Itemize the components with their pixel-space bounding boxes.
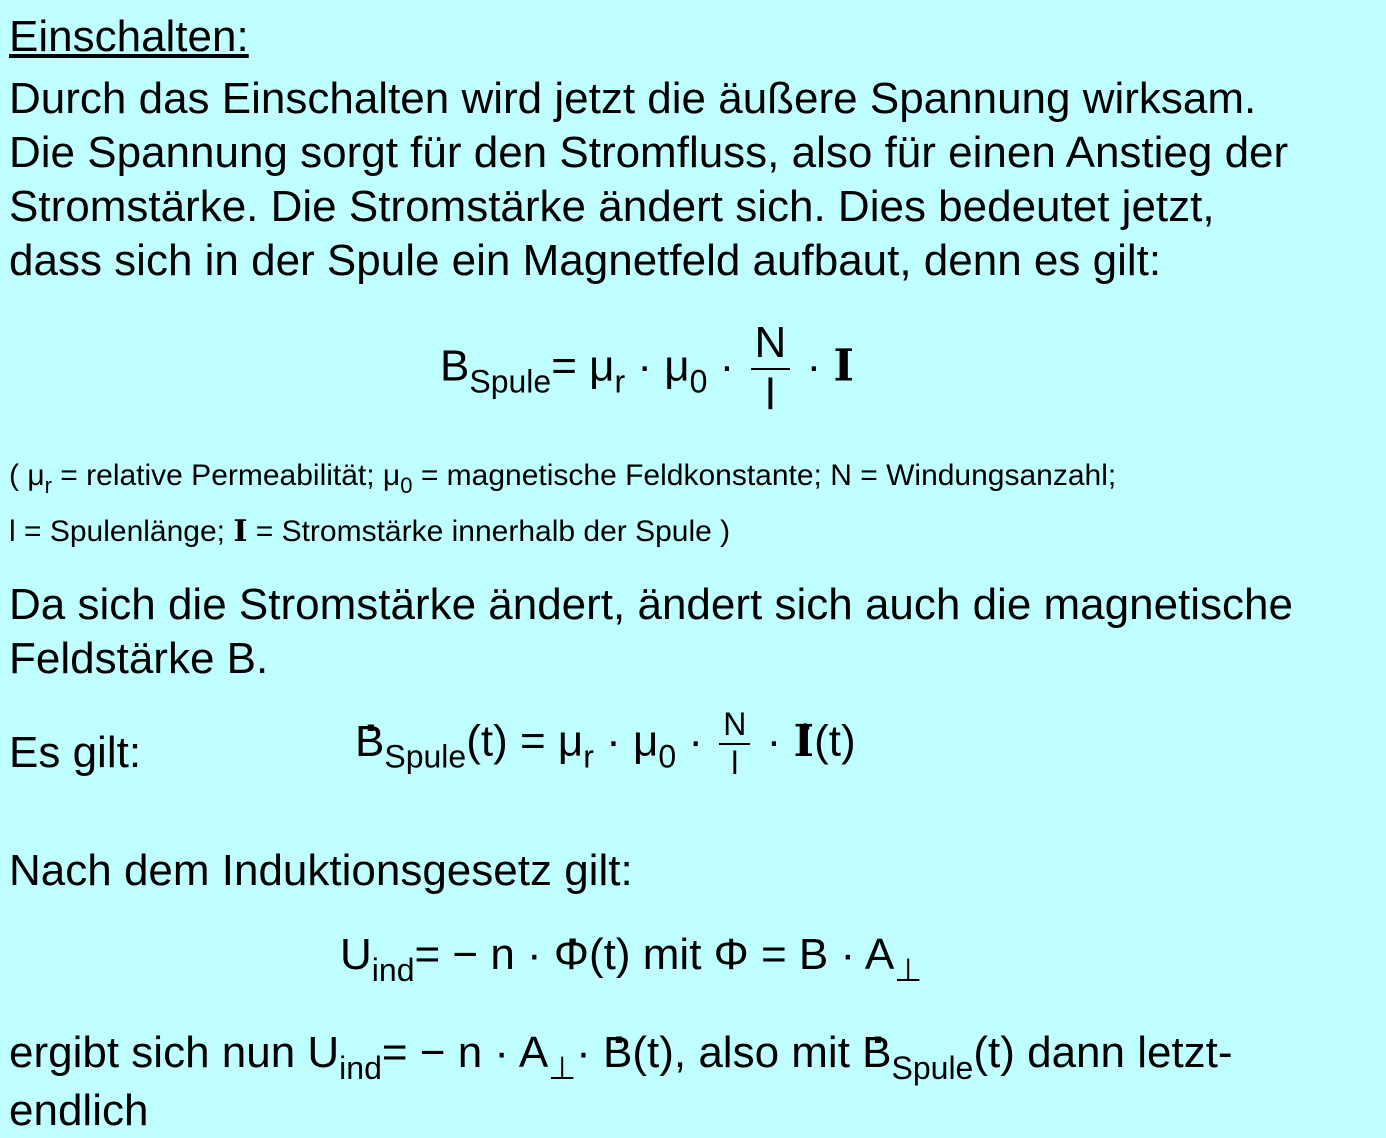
formula-text: = − n ·	[414, 930, 554, 979]
formula-magnetic-field	[440, 318, 854, 420]
induction-law-heading: Nach dem Induktionsgesetz gilt:	[9, 846, 633, 895]
paragraph-line: Feldstärke B.	[9, 634, 269, 683]
intro-line: Stromstärke. Die Stromstärke ändert sich. Dies bedeutet jetzt,	[9, 182, 1215, 231]
numerator: N	[754, 318, 787, 367]
final-line-2: endlich	[9, 1086, 149, 1135]
legend-text: l = Spulenlänge;	[9, 515, 234, 548]
legend-text: ( μ	[9, 459, 45, 492]
formula-text: · μ	[593, 716, 659, 766]
formula-text: ·	[707, 341, 735, 391]
final-sub: ind	[339, 1050, 382, 1086]
formula-text: B	[440, 341, 470, 391]
b-dot: . B	[862, 1026, 891, 1080]
legend-text: = relative Permeabilität; μ	[51, 459, 401, 492]
fraction	[751, 318, 791, 420]
formula-text: (t) mit Φ = B · A	[589, 930, 895, 979]
denominator: l	[751, 368, 791, 420]
formula-derivative	[355, 706, 856, 782]
formula-text: ·	[766, 716, 782, 766]
es-gilt-label: Es gilt:	[9, 728, 142, 777]
formula-sub: ind	[371, 952, 415, 988]
intro-line: Durch das Einschalten wird jetzt die äußere Spannung wirksam.	[9, 74, 1257, 123]
formula-sub: 0	[658, 738, 677, 775]
legend-sub: 0	[400, 473, 413, 498]
formula-text: (t) = μ	[466, 716, 584, 766]
formula-induction	[340, 930, 923, 988]
formula-text: ·	[676, 716, 704, 766]
formula-sub: 0	[689, 363, 708, 400]
paragraph-2	[9, 578, 1293, 686]
paragraph-line: Da sich die Stromstärke ändert, ändert sich auch die magnetische	[9, 580, 1293, 629]
b-dot: . B	[603, 1026, 632, 1080]
formula-text: = μ	[551, 341, 615, 391]
current-symbol: I	[233, 514, 248, 549]
formula-sub: Spule	[469, 363, 552, 400]
formula-sub: r	[583, 738, 594, 775]
final-text: = − n · A	[381, 1028, 549, 1077]
final-text: ergibt sich nun U	[9, 1028, 340, 1077]
legend-text: = Stromstärke innerhalb der Spule )	[247, 515, 731, 548]
formula-text: U	[340, 930, 372, 979]
legend-sub: r	[44, 473, 52, 498]
legend-line-2	[9, 512, 730, 552]
final-text: (t), also mit	[632, 1028, 863, 1077]
section-title: Einschalten:	[9, 12, 249, 61]
current-dot-symbol: . I	[794, 716, 815, 767]
final-line-1	[9, 1026, 1233, 1086]
final-text: ·	[576, 1028, 603, 1077]
final-sub: Spule	[891, 1050, 974, 1086]
legend-text: = magnetische Feldkonstante; N = Windungsanzahl;	[412, 459, 1117, 492]
fraction	[719, 706, 750, 782]
formula-sub: Spule	[384, 738, 467, 775]
formula-text: · μ	[625, 341, 690, 391]
current-symbol: I	[833, 340, 855, 392]
formula-text: (t)	[814, 716, 856, 766]
formula-sub: r	[614, 363, 626, 400]
denominator: l	[719, 743, 750, 782]
final-text: (t) dann letzt-	[973, 1028, 1233, 1077]
numerator: N	[723, 706, 747, 742]
phi-dot: . Φ	[554, 930, 589, 980]
formula-text: ·	[806, 341, 822, 391]
final-sub: ⊥	[548, 1050, 577, 1086]
b-dot: . B	[355, 717, 384, 767]
intro-line: Die Spannung sorgt für den Stromfluss, also für einen Anstieg der	[9, 128, 1289, 177]
intro-paragraph	[9, 72, 1288, 288]
formula-sub: ⊥	[894, 952, 923, 988]
legend-line-1	[9, 456, 1116, 496]
intro-line: dass sich in der Spule ein Magnetfeld aufbaut, denn es gilt:	[9, 236, 1162, 285]
